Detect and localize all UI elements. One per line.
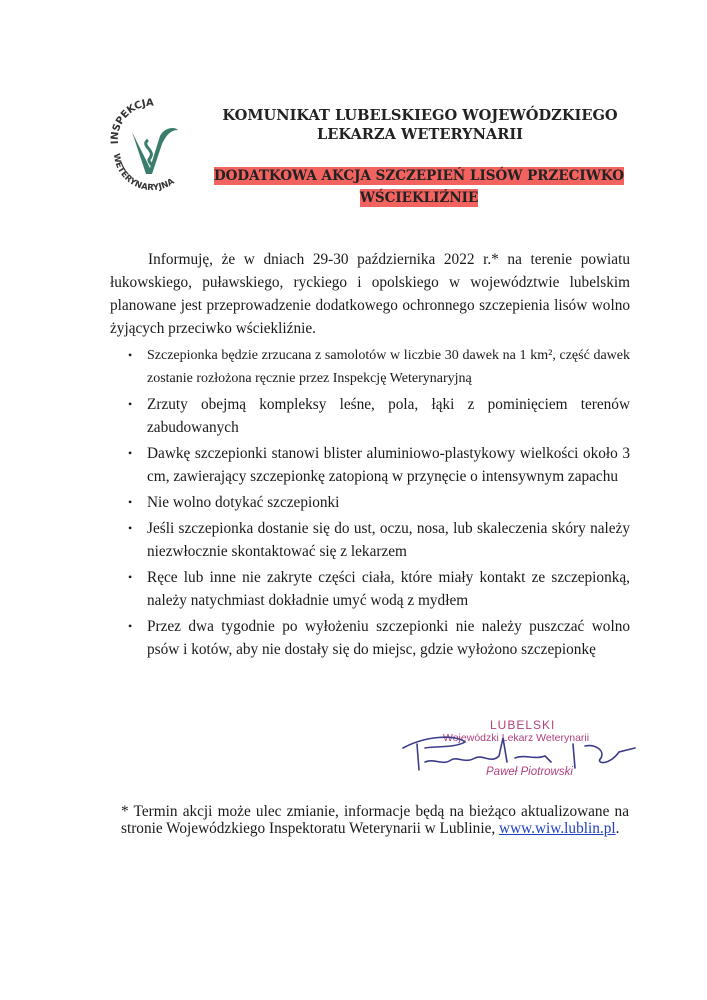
list-item [110,344,630,390]
footnote-text: * Termin akcji może ulec zmianie, informacje będą na bieżąco aktualizowane na stronie Wojewódzkiego Inspektoratu Weterynarii w Lublinie, [121,803,629,837]
banner-line-2: WŚCIEKLIŹNIE [359,190,479,206]
bullet-list [110,344,630,661]
website-link[interactable]: www.wiw.lublin.pl [499,820,616,837]
bullet-icon: • [128,397,133,411]
list-item [110,517,630,563]
logo-v-mark [132,128,178,174]
list-item [110,393,630,439]
banner-line-1: DODATKOWA AKCJA SZCZEPIEŃ LISÓW PRZECIWKO [213,168,625,184]
footnote [121,803,629,837]
title-line-1: KOMUNIKAT LUBELSKIEGO WOJEWÓDZKIEGO [222,107,618,124]
list-item [110,566,630,612]
intro-paragraph: Informuję, że w dniach 29-30 października 2022 r.* na terenie powiatu łukowskiego, puławskiego, ryckiego i opolskiego w województwie lubelskim planowane jest przeprowadzenie dodatkowego ochronnego szczepienia lisów wolno żyjących przeciwko wściekliźnie. [110,251,630,337]
logo-text-bottom: WETERYNARYJNA [110,152,177,192]
list-item [110,491,630,514]
inspekcja-weterynaryjna-logo [104,96,200,192]
stamp-title: LUBELSKI [490,718,556,732]
list-item-text: Szczepionka będzie zrzucana z samolotów w liczbie 30 dawek na 1 km², część dawek zostanie rozłożona ręcznie przez Inspekcję Weterynaryjną [147,348,630,386]
page-title [205,106,635,144]
list-item-text: Przez dwa tygodnie po wyłożeniu szczepionki nie należy puszczać wolno psów i kotów, aby nie dostały się do miejsc, gdzie wyłożono szczepionkę [147,618,630,658]
svg-text:INSPEKCJA [110,98,155,145]
bullet-icon: • [128,446,133,460]
list-item-text: Jeśli szczepionka dostanie się do ust, oczu, nosa, lub skaleczenia skóry należy niezwłocznie skontaktować się z lekarzem [147,520,630,560]
stamp-subtitle: Wojewódzki Lekarz Weterynarii [443,732,590,744]
bullet-icon: • [128,619,133,633]
document-body [110,248,630,664]
list-item [110,615,630,661]
logo-text-top: INSPEKCJA [109,97,155,145]
signatory-name: Paweł Piotrowski [486,766,573,778]
list-item-text: Nie wolno dotykać szczepionki [147,494,340,511]
bullet-icon: • [128,570,133,584]
list-item [110,442,630,488]
bullet-icon: • [128,495,133,509]
list-item-text: Ręce lub inne nie zakryte części ciała, które miały kontakt ze szczepionką, należy natychmiast dokładnie umyć wodą z mydłem [147,569,630,609]
footnote-tail: . [615,820,620,837]
list-item-text: Zrzuty obejmą kompleksy leśne, pola, łąki z pominięciem terenów zabudowanych [147,396,630,436]
list-item-text: Dawkę szczepionki stanowi blister aluminiowo-plastykowy wielkości około 3 cm, zawierający szczepionkę zatopioną w przynęcie o intensywnym zapachu [147,445,630,485]
bullet-icon: • [128,348,133,362]
title-line-2: LEKARZA WETERYNARII [316,126,524,143]
handwritten-signature [395,718,645,790]
bullet-icon: • [128,521,133,535]
highlight-banner [209,165,629,209]
